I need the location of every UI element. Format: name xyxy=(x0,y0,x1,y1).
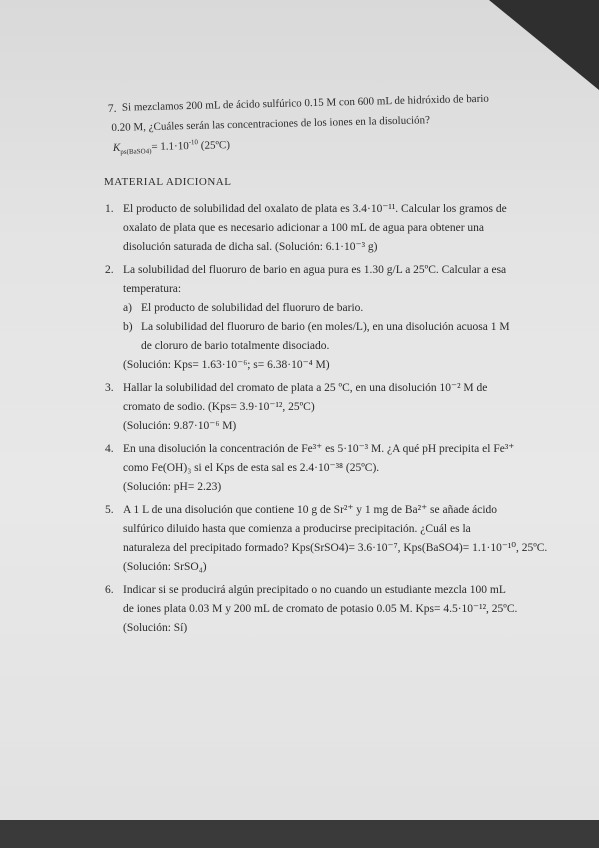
kps-exponent: -10 xyxy=(188,138,199,147)
question-7-number: 7. xyxy=(107,102,117,116)
subitem-line: La solubilidad del fluoruro de bario (en moles/L), en una disolución acuosa 1 M xyxy=(141,321,510,333)
exercise-3-line: (Solución: 9.87·10⁻⁶ M) xyxy=(123,420,237,432)
exercise-6-number: 6. xyxy=(105,584,114,596)
exercise-2-solution: (Solución: Kps= 1.63·10⁻⁶; s= 6.38·10⁻⁴ M) xyxy=(123,359,330,371)
section-header: MATERIAL ADICIONAL xyxy=(104,176,232,188)
kps-symbol: K xyxy=(112,141,121,154)
scan-border xyxy=(0,820,599,848)
exercise-5-line: naturaleza del precipitado formado? Kps(SrSO4)= 3.6·10⁻⁷, Kps(BaSO4)= 1.1·10⁻¹⁰, 25ºC. xyxy=(123,542,548,554)
question-7-line-1: Si mezclamos 200 mL de ácido sulfúrico 0.15 M con 600 mL de hidróxido de bario xyxy=(121,92,489,114)
exercise-5-number: 5. xyxy=(105,504,114,516)
exercise-2-line: temperatura: xyxy=(123,283,182,295)
exercise-6-line: Indicar si se producirá algún precipitado o no cuando un estudiante mezcla 100 mL xyxy=(123,584,506,596)
exercise-5-line: sulfúrico diluido hasta que comienza a producirse precipitación. ¿Cuál es la xyxy=(123,523,471,535)
exercise-5-line: (Solución: SrSO₄) xyxy=(123,561,207,573)
exercise-1-number: 1. xyxy=(105,203,114,215)
exercise-2-line: La solubilidad del fluoruro de bario en agua pura es 1.30 g/L a 25ºC. Calcular a esa xyxy=(123,264,507,276)
subitem-label: b) xyxy=(123,321,133,333)
exercise-4-line: (Solución: pH= 2.23) xyxy=(123,481,222,493)
exercise-1-line: El producto de solubilidad del oxalato de plata es 3.4·10⁻¹¹. Calcular los gramos de xyxy=(123,203,507,215)
subitem-line: El producto de solubilidad del fluoruro de bario. xyxy=(141,302,364,314)
exercise-4-line: como Fe(OH)₃ si el Kps de esta sal es 2.4·10⁻³⁸ (25ºC). xyxy=(123,462,380,474)
exercise-1-line: disolución saturada de dicha sal. (Solución: 6.1·10⁻³ g) xyxy=(123,241,378,253)
folded-corner xyxy=(489,0,599,90)
exercise-6-line: (Solución: Sí) xyxy=(123,622,188,634)
exercise-1-line: oxalato de plata que es necesario adicionar a 100 mL de agua para obtener una xyxy=(123,222,485,234)
subitem-label: a) xyxy=(123,302,132,314)
kps-value: = 1.1·10 xyxy=(151,140,189,153)
exercise-5-line: A 1 L de una disolución que contiene 10 g de Sr²⁺ y 1 mg de Ba²⁺ se añade ácido xyxy=(123,504,498,516)
exercise-4-number: 4. xyxy=(105,443,114,455)
exercise-4-line: En una disolución la concentración de Fe³⁺ es 5·10⁻³ M. ¿A qué pH precipita el Fe³⁺ xyxy=(123,443,515,455)
exercise-3-line: cromato de sodio. (Kps= 3.9·10⁻¹², 25ºC) xyxy=(123,401,315,413)
kps-temperature: (25ºC) xyxy=(197,139,231,152)
exercise-3-number: 3. xyxy=(105,382,114,394)
kps-subscript: ps(BaSO4) xyxy=(120,147,152,156)
exercise-2-number: 2. xyxy=(105,264,114,276)
question-7-line-2: 0.20 M, ¿Cuáles serán las concentraciones de los iones en la disolución? xyxy=(111,114,431,134)
subitem-line: de cloruro de bario totalmente disociado. xyxy=(141,340,330,352)
exercise-3-line: Hallar la solubilidad del cromato de plata a 25 ºC, en una disolución 10⁻² M de xyxy=(123,382,488,394)
exercise-6-line: de iones plata 0.03 M y 200 mL de cromato de potasio 0.05 M. Kps= 4.5·10⁻¹², 25ºC. xyxy=(123,603,518,615)
question-7-kps xyxy=(113,138,230,156)
